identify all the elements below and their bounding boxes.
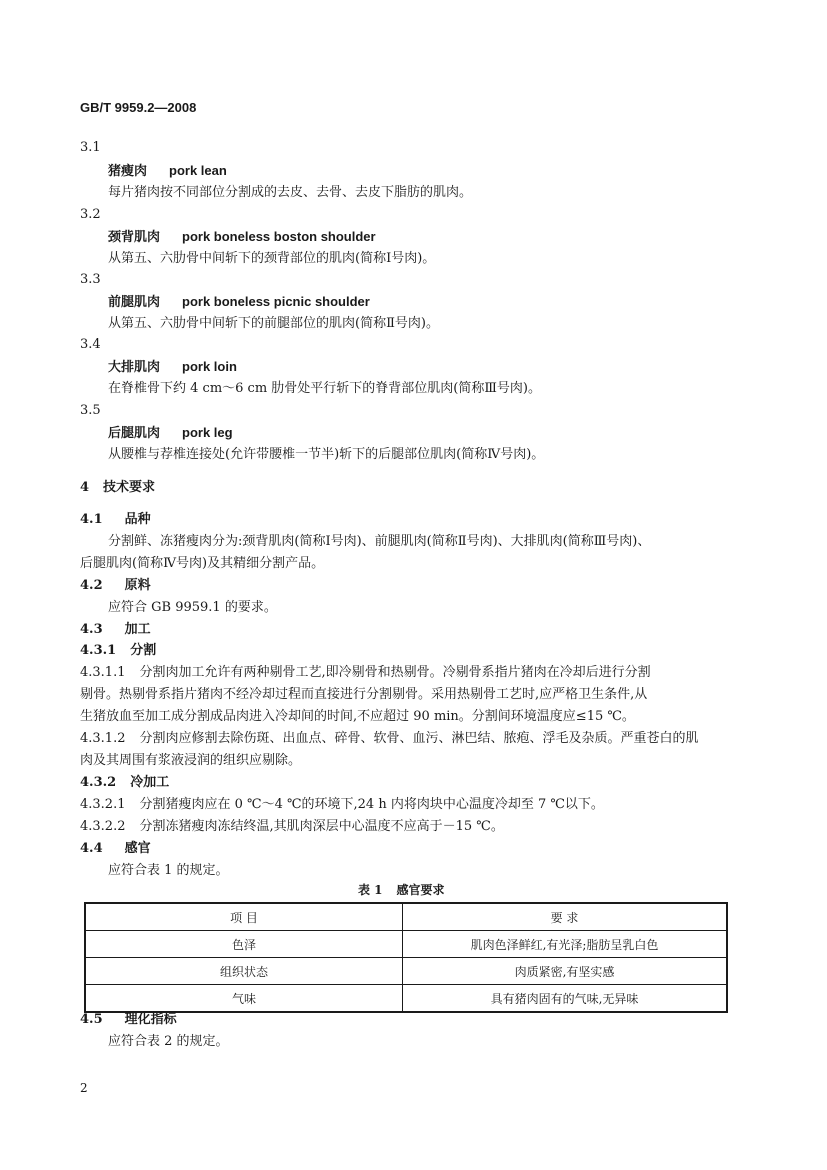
paragraph-line: 剔骨。热剔骨系指片猪肉不经冷却过程而直接进行分割剔骨。采用热剔骨工艺时,应严格卫生条件,从 bbox=[80, 687, 648, 702]
paragraph-line bbox=[80, 665, 651, 681]
subsection-heading bbox=[80, 512, 151, 528]
term-cn: 猪瘦肉 bbox=[108, 164, 148, 179]
term-definition: 从第五、六肋骨中间斩下的颈背部位的肌肉(简称Ⅰ号肉)。 bbox=[108, 251, 436, 266]
subsection-heading bbox=[80, 643, 156, 659]
term-definition: 从第五、六肋骨中间斩下的前腿部位的肌肉(简称Ⅱ号肉)。 bbox=[108, 316, 439, 331]
term-en: pork loin bbox=[182, 359, 237, 374]
subsection-number: 4.4 bbox=[80, 841, 103, 856]
table-cell: 肉质紧密,有坚实感 bbox=[403, 958, 728, 985]
subsection-heading bbox=[80, 578, 151, 594]
table-row bbox=[85, 985, 727, 1013]
term-heading bbox=[108, 163, 227, 180]
table-caption-number: 表 1 bbox=[358, 883, 383, 897]
term-heading bbox=[108, 359, 237, 376]
section-number: 4 bbox=[80, 480, 90, 495]
term-cn: 大排肌肉 bbox=[108, 360, 161, 375]
subsection-title: 品种 bbox=[124, 512, 151, 527]
term-en: pork boneless picnic shoulder bbox=[182, 294, 370, 309]
section-heading bbox=[80, 480, 155, 496]
term-definition: 从腰椎与荐椎连接处(允许带腰椎一节半)斩下的后腿部位肌肉(简称Ⅳ号肉)。 bbox=[108, 447, 545, 462]
term-heading bbox=[108, 425, 233, 442]
paragraph-line: 后腿肌肉(简称Ⅳ号肉)及其精细分割产品。 bbox=[80, 556, 325, 571]
clause-number: 3.2 bbox=[80, 207, 101, 222]
clause-number: 3.4 bbox=[80, 337, 101, 352]
term-cn: 前腿肌肉 bbox=[108, 295, 161, 310]
subsection-title: 冷加工 bbox=[130, 775, 170, 790]
term-en: pork leg bbox=[182, 425, 233, 440]
clause-number: 4.3.1.1 bbox=[80, 665, 126, 680]
term-cn: 后腿肌肉 bbox=[108, 426, 161, 441]
clause-number: 4.3.2.1 bbox=[80, 797, 126, 812]
standard-code: GB/T 9959.2—2008 bbox=[80, 100, 197, 115]
clause-number: 3.1 bbox=[80, 140, 101, 155]
table-cell: 气味 bbox=[85, 985, 403, 1013]
column-header: 项 目 bbox=[85, 903, 403, 931]
paragraph-line bbox=[80, 731, 699, 747]
paragraph-line: 分割鲜、冻猪瘦肉分为:颈背肌肉(简称Ⅰ号肉)、前腿肌肉(简称Ⅱ号肉)、大排肌肉(简称Ⅲ号肉)、 bbox=[108, 534, 651, 549]
term-en: pork boneless boston shoulder bbox=[182, 229, 376, 244]
subsection-title: 分割 bbox=[130, 643, 157, 658]
clause-text: 分割肉加工允许有两种剔骨工艺,即冷剔骨和热剔骨。冷剔骨系指片猪肉在冷却后进行分割 bbox=[139, 665, 651, 680]
subsection-title: 加工 bbox=[124, 622, 151, 637]
subsection-number: 4.1 bbox=[80, 512, 103, 527]
column-header: 要 求 bbox=[403, 903, 728, 931]
paragraph-line bbox=[80, 819, 504, 835]
table-cell: 组织状态 bbox=[85, 958, 403, 985]
paragraph-line: 生猪放血至加工成分割成品肉进入冷却间的时间,不应超过 90 min。分割间环境温度应≤15 ℃。 bbox=[80, 709, 635, 724]
paragraph-line: 应符合 GB 9959.1 的要求。 bbox=[108, 600, 277, 615]
paragraph-line: 应符合表 2 的规定。 bbox=[108, 1034, 229, 1049]
paragraph-line: 应符合表 1 的规定。 bbox=[108, 863, 229, 878]
subsection-heading bbox=[80, 775, 169, 791]
term-cn: 颈背肌肉 bbox=[108, 230, 161, 245]
table-row bbox=[85, 958, 727, 985]
table-cell: 肌肉色泽鲜红,有光泽;脂肪呈乳白色 bbox=[403, 931, 728, 958]
clause-number: 3.5 bbox=[80, 403, 101, 418]
paragraph-line bbox=[80, 797, 604, 813]
table-caption bbox=[358, 882, 445, 898]
term-en: pork lean bbox=[169, 163, 227, 178]
subsection-heading bbox=[80, 841, 151, 857]
subsection-heading bbox=[80, 622, 151, 638]
subsection-title: 原料 bbox=[124, 578, 151, 593]
table-caption-title: 感官要求 bbox=[396, 883, 445, 897]
subsection-number: 4.5 bbox=[80, 1012, 103, 1027]
subsection-number: 4.3 bbox=[80, 622, 103, 637]
paragraph-line: 肉及其周围有浆液浸润的组织应剔除。 bbox=[80, 753, 302, 768]
table-cell: 具有猪肉固有的气味,无异味 bbox=[403, 985, 728, 1013]
subsection-number: 4.3.2 bbox=[80, 775, 117, 790]
subsection-title: 感官 bbox=[124, 841, 151, 856]
section-title: 技术要求 bbox=[103, 480, 156, 495]
page-number: 2 bbox=[80, 1081, 88, 1095]
table-header-row bbox=[85, 903, 727, 931]
subsection-heading bbox=[80, 1012, 177, 1028]
term-definition: 在脊椎骨下约 4 cm～6 cm 肋骨处平行斩下的脊背部位肌肉(简称Ⅲ号肉)。 bbox=[108, 381, 541, 396]
clause-number: 4.3.2.2 bbox=[80, 819, 126, 834]
table-cell: 色泽 bbox=[85, 931, 403, 958]
subsection-number: 4.2 bbox=[80, 578, 103, 593]
term-heading bbox=[108, 229, 376, 246]
term-definition: 每片猪肉按不同部位分割成的去皮、去骨、去皮下脂肪的肌肉。 bbox=[108, 185, 473, 200]
clause-number: 4.3.1.2 bbox=[80, 731, 126, 746]
clause-text: 分割猪瘦肉应在 0 ℃～4 ℃的环境下,24 h 内将肉块中心温度冷却至 7 ℃以下。 bbox=[139, 797, 604, 812]
clause-text: 分割肉应修割去除伤斑、出血点、碎骨、软骨、血污、淋巴结、脓疱、浮毛及杂质。严重苍白的肌 bbox=[139, 731, 699, 746]
table-row bbox=[85, 931, 727, 958]
subsection-title: 理化指标 bbox=[124, 1012, 177, 1027]
clause-text: 分割冻猪瘦肉冻结终温,其肌肉深层中心温度不应高于－15 ℃。 bbox=[139, 819, 504, 834]
sensory-requirements-table bbox=[84, 902, 728, 1013]
term-heading bbox=[108, 294, 370, 311]
subsection-number: 4.3.1 bbox=[80, 643, 117, 658]
clause-number: 3.3 bbox=[80, 272, 101, 287]
